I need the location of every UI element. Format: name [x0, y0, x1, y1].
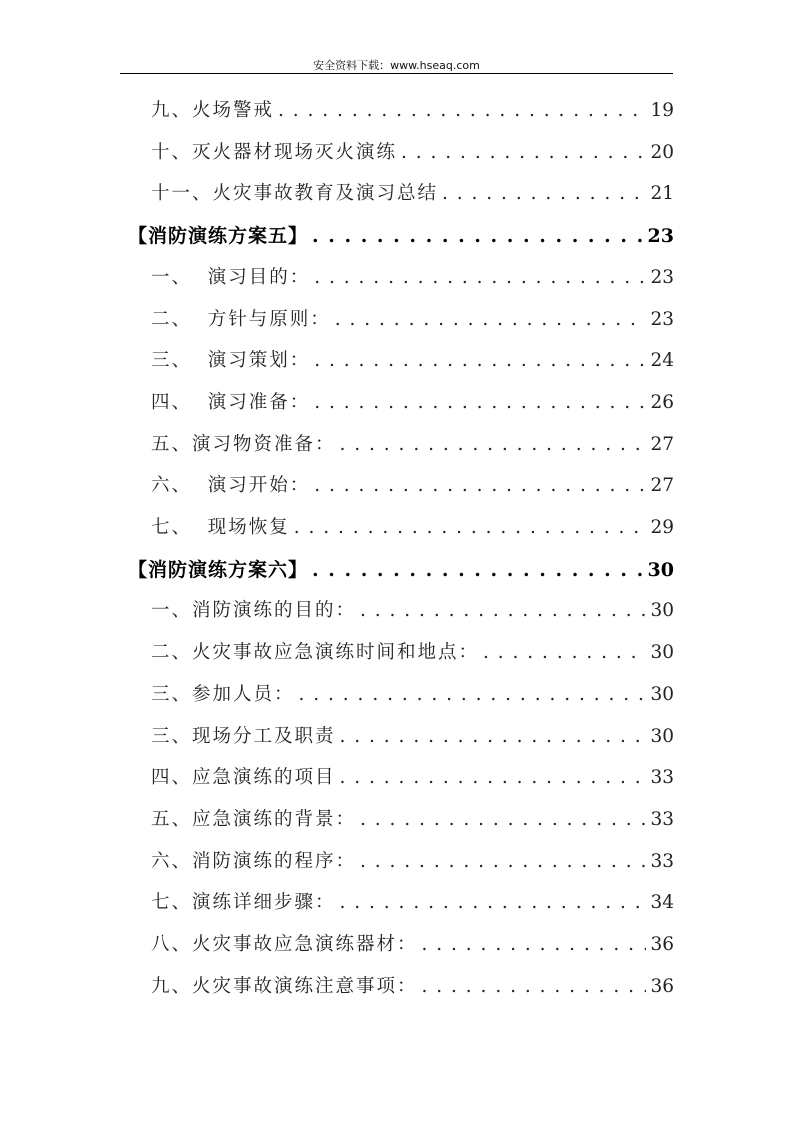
toc-dot-leader	[360, 847, 646, 877]
toc-page-number: 24	[650, 350, 674, 372]
header-rule	[120, 73, 673, 74]
toc-entry[interactable]	[151, 263, 674, 293]
toc-entry[interactable]	[151, 680, 674, 710]
toc-page-number: 33	[650, 808, 674, 830]
toc-entry-title: 三、参加人员：	[151, 683, 295, 705]
toc-page-number: 30	[650, 725, 674, 747]
toc-entry-title: 七、 现场恢复	[151, 517, 290, 538]
toc-dot-leader	[314, 471, 646, 501]
toc-dot-leader	[294, 513, 647, 543]
toc-entry-title: 二、 方针与原则：	[151, 308, 331, 330]
toc-entry[interactable]	[151, 596, 674, 626]
toc-entry-title: 六、 演习开始：	[151, 475, 311, 497]
toc-page-number: 27	[650, 433, 674, 455]
toc-entry-title: 八、火灾事故应急演练器材：	[151, 934, 418, 955]
toc-dot-leader	[422, 930, 647, 960]
toc-entry-title: 十、灭火器材现场灭火演练	[151, 141, 398, 163]
toc-dot-leader	[483, 638, 646, 668]
toc-entry[interactable]	[151, 388, 674, 418]
toc-page-number: 33	[650, 767, 674, 789]
toc-page-number: 30	[647, 558, 674, 581]
toc-entry-title: 九、火场警戒	[151, 100, 275, 121]
toc-page-number: 27	[650, 475, 674, 497]
toc-entry[interactable]	[151, 805, 674, 835]
toc-page-number: 29	[650, 517, 674, 538]
toc-page-number: 33	[650, 850, 674, 872]
toc-dot-leader	[340, 430, 647, 460]
toc-dot-leader	[340, 888, 647, 918]
toc-entry-title: 一、 演习目的：	[151, 266, 311, 288]
toc-dot-leader	[314, 388, 646, 418]
toc-dot-leader	[299, 680, 647, 710]
toc-dot-leader	[312, 555, 644, 585]
toc-dot-leader	[278, 96, 646, 126]
toc-page-number: 23	[650, 266, 674, 288]
toc-entry-title: 五、应急演练的背景：	[151, 808, 357, 830]
page-header: 安全资料下载：www.hseaq.com	[313, 59, 480, 72]
toc-dot-leader	[401, 138, 646, 168]
toc-entry[interactable]	[151, 722, 674, 752]
toc-dot-leader	[442, 179, 646, 209]
toc-dot-leader	[360, 805, 646, 835]
toc-entry[interactable]	[151, 638, 674, 668]
toc-page-number: 34	[650, 892, 674, 914]
toc-entry-title: 三、现场分工及职责	[151, 725, 336, 747]
toc-dot-leader	[340, 722, 647, 752]
toc-entry-title: 三、 演习策划：	[151, 350, 311, 372]
toc-entry[interactable]	[151, 430, 674, 460]
toc-entry-title: 九、火灾事故演练注意事项：	[151, 975, 418, 997]
toc-dot-leader	[312, 221, 644, 251]
toc-entry-title: 四、应急演练的项目	[151, 767, 336, 789]
toc-entry[interactable]	[151, 763, 674, 793]
toc-dot-leader	[422, 972, 647, 1002]
toc-entry[interactable]	[151, 847, 674, 877]
toc-entry[interactable]	[151, 96, 674, 126]
toc-page-number: 19	[650, 100, 674, 121]
toc-section-heading[interactable]	[128, 221, 674, 251]
toc-page-number: 23	[647, 225, 674, 248]
toc-entry[interactable]	[151, 138, 674, 168]
toc-page-number: 30	[650, 683, 674, 705]
toc-dot-leader	[340, 763, 647, 793]
toc-entry-title: 十一、火灾事故教育及演习总结	[151, 183, 439, 205]
toc-entry-title: 二、火灾事故应急演练时间和地点：	[151, 642, 480, 664]
toc-page-number: 21	[650, 183, 674, 205]
toc-entry[interactable]	[151, 888, 674, 918]
toc-entry-title: 【消防演练方案六】	[128, 558, 309, 581]
toc-entry[interactable]	[151, 471, 674, 501]
toc-page-number: 30	[650, 642, 674, 664]
toc-entry[interactable]	[151, 972, 674, 1002]
toc-entry-title: 五、演习物资准备：	[151, 433, 336, 455]
toc-page-number: 26	[650, 391, 674, 413]
toc-entry-title: 七、演练详细步骤：	[151, 892, 336, 914]
toc-section-heading[interactable]	[128, 555, 674, 585]
toc-dot-leader	[335, 305, 647, 335]
toc-entry[interactable]	[151, 346, 674, 376]
toc-page-number: 30	[650, 600, 674, 622]
toc-entry[interactable]	[151, 305, 674, 335]
toc-page-number: 36	[650, 975, 674, 997]
toc-dot-leader	[314, 263, 646, 293]
toc-entry-title: 一、消防演练的目的：	[151, 600, 357, 622]
toc-entry-title: 【消防演练方案五】	[128, 225, 309, 248]
toc-entry[interactable]	[151, 179, 674, 209]
toc-dot-leader	[314, 346, 646, 376]
toc-dot-leader	[360, 596, 646, 626]
toc-page-number: 23	[650, 308, 674, 330]
toc-entry[interactable]	[151, 930, 674, 960]
toc-entry[interactable]	[151, 513, 674, 543]
toc-entry-title: 四、 演习准备：	[151, 391, 311, 413]
toc-entry-title: 六、消防演练的程序：	[151, 850, 357, 872]
toc-page-number: 20	[650, 141, 674, 163]
toc-page-number: 36	[650, 934, 674, 955]
